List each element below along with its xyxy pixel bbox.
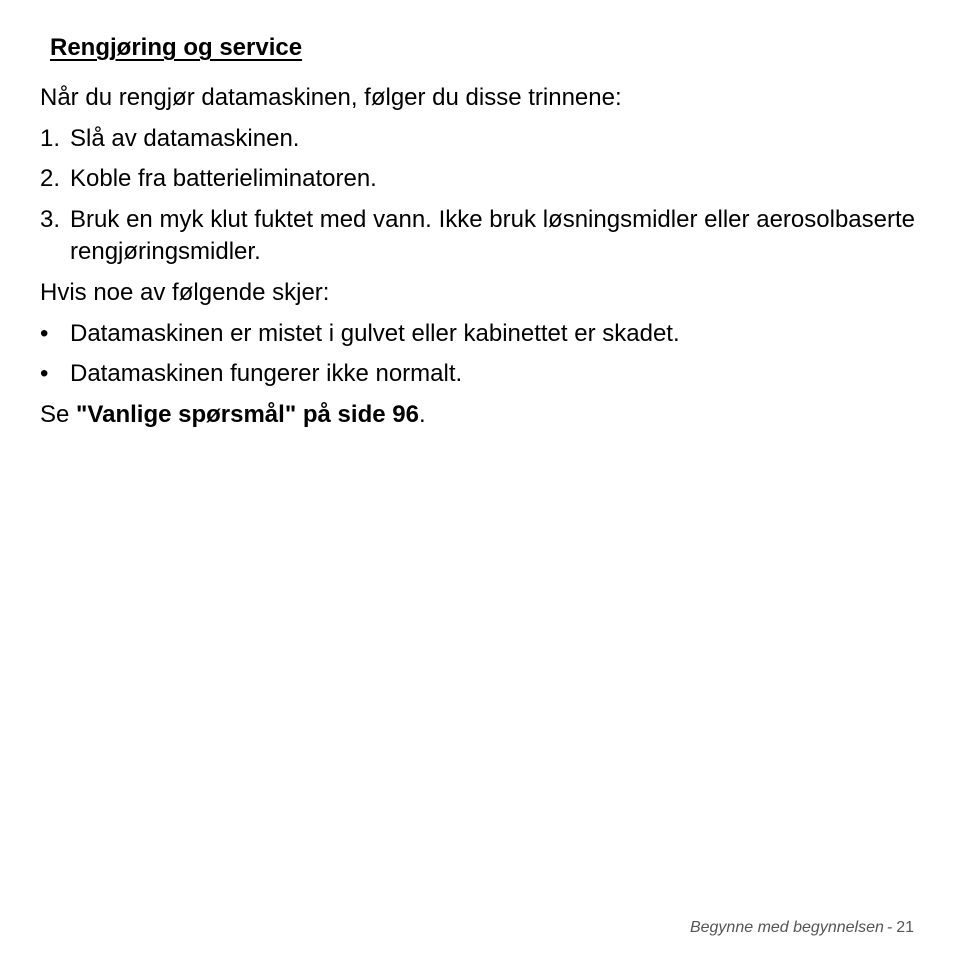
footer-separator: -	[886, 919, 893, 936]
intro-text: Når du rengjør datamaskinen, følger du disse trinnene:	[40, 84, 622, 111]
bullet-icon: •	[40, 360, 49, 387]
step-number: 2.	[40, 165, 61, 192]
step-text: Slå av datamaskinen.	[70, 125, 300, 152]
step-text: Koble fra batterieliminatoren.	[70, 165, 377, 192]
section-heading: Rengjøring og service	[50, 34, 303, 61]
step-item-1	[40, 123, 915, 155]
step-item-3	[40, 204, 915, 268]
condition-text: Datamaskinen er mistet i gulvet eller kabinettet er skadet.	[70, 320, 680, 347]
condition-text: Datamaskinen fungerer ikke normalt.	[70, 360, 463, 387]
bullet-icon: •	[40, 320, 49, 347]
see-also-prefix: Se	[40, 401, 77, 428]
footer-section-title: Begynne med begynnelsen	[689, 919, 884, 936]
page-footer	[690, 917, 914, 939]
see-also-suffix: .	[418, 401, 426, 428]
step-number: 3.	[40, 206, 61, 233]
step-text: Bruk en myk klut fuktet med vann. Ikke bruk løsningsmidler eller aerosolbaserte rengjøringsmidler.	[70, 206, 915, 265]
step-number: 1.	[40, 125, 61, 152]
footer-page-number: 21	[896, 919, 914, 936]
conditions-intro-text: Hvis noe av følgende skjer:	[40, 279, 330, 306]
condition-item-2	[40, 358, 915, 390]
condition-item-1	[40, 318, 915, 350]
step-item-2	[40, 163, 915, 195]
see-also-text	[40, 399, 426, 431]
see-also-reference[interactable]: "Vanlige spørsmål" på side 96	[76, 401, 419, 428]
